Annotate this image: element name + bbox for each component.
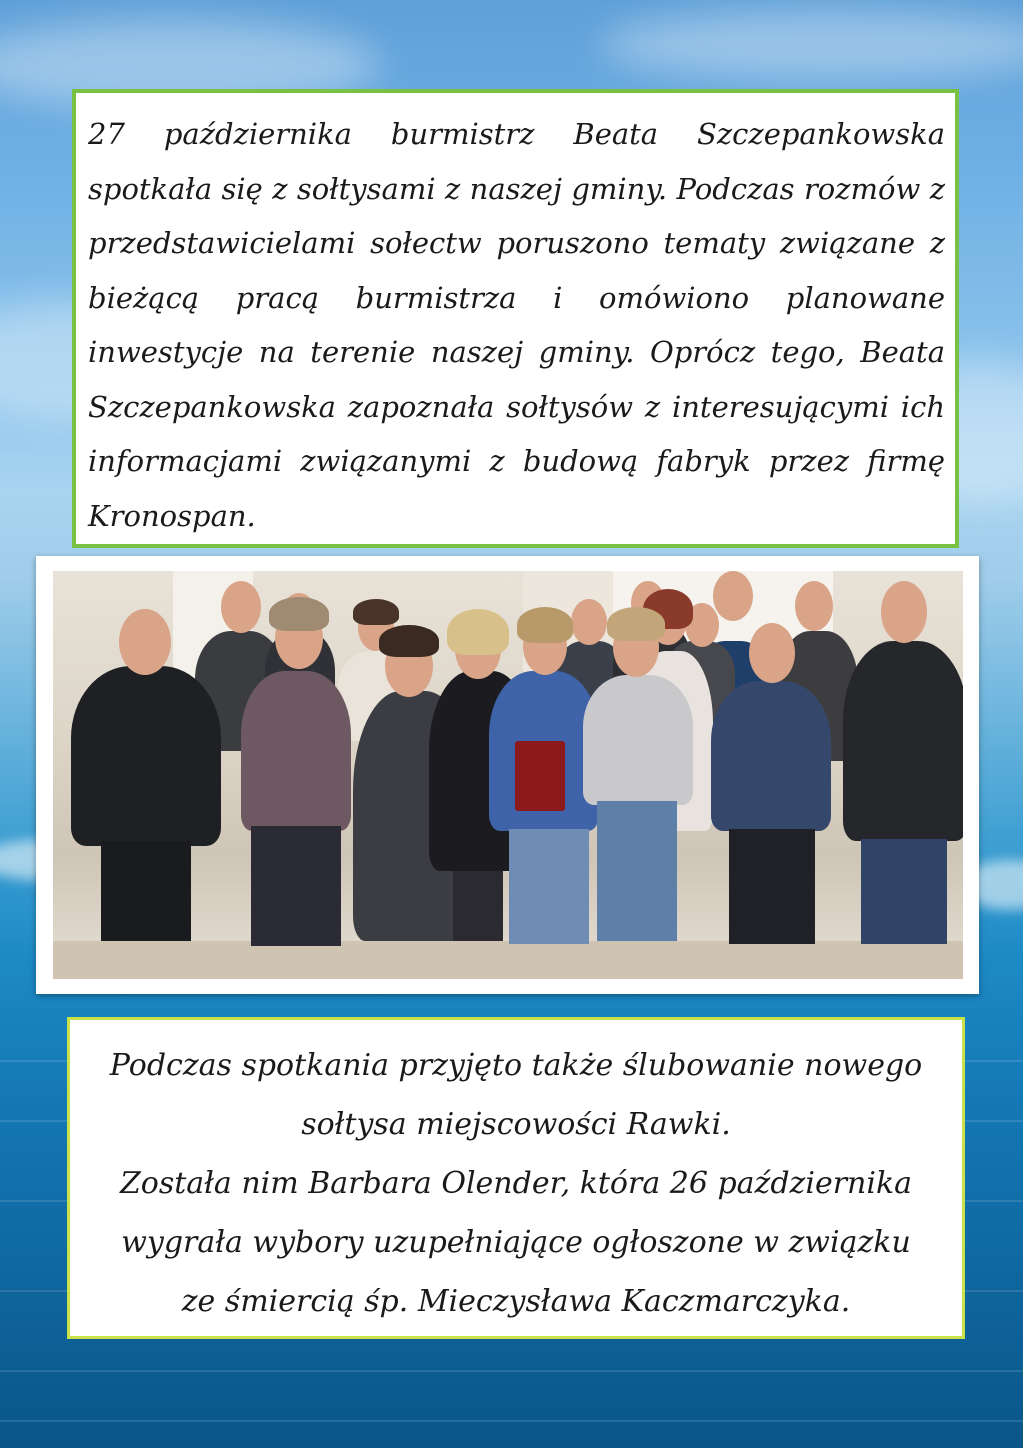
article-paragraph: 27 października burmistrz Beata Szczepankowska spotkała się z sołtysami z naszej gminy. Podczas rozmów z przedstawicielami sołectw poruszono tematy związane z bieżącą pracą burmistrza i omówiono planowane inwestycje na terenie naszej gminy. Oprócz tego, Beata Szczepankowska zapoznała sołtysów z interesującymi ich informacjami związanymi z budową fabryk przez firmę Kronospan. bbox=[88, 117, 945, 533]
oath-line: Została nim Barbara Olender, która 26 października bbox=[119, 1166, 913, 1201]
cloud bbox=[600, 10, 1023, 80]
oath-line: ze śmiercią śp. Mieczysława Kaczmarczyka. bbox=[181, 1284, 851, 1319]
oath-text-box bbox=[67, 1017, 965, 1339]
oath-line: sołtysa miejscowości Rawki. bbox=[301, 1107, 731, 1142]
group-photo-frame bbox=[36, 556, 979, 994]
group-photo bbox=[53, 571, 963, 979]
oath-line: Podczas spotkania przyjęto także ślubowanie nowego bbox=[109, 1048, 923, 1083]
article-text-box bbox=[72, 89, 959, 548]
oath-line: wygrała wybory uzupełniające ogłoszone w związku bbox=[121, 1225, 911, 1260]
